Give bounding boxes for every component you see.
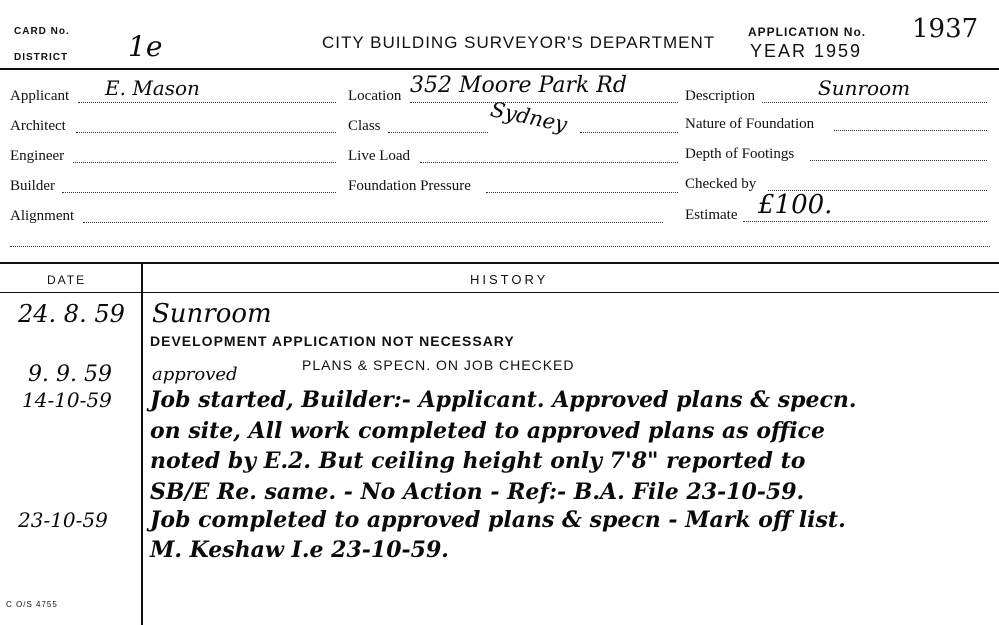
engineer-dots bbox=[73, 162, 336, 163]
location-value-suburb: Sydney bbox=[488, 97, 570, 137]
engineer-label: Engineer bbox=[10, 148, 65, 164]
class-dots bbox=[388, 132, 488, 133]
history-stamp: DEVELOPMENT APPLICATION NOT NECESSARY bbox=[150, 333, 515, 349]
architect-dots bbox=[76, 132, 336, 133]
foundation-pressure-label: Foundation Pressure bbox=[348, 178, 471, 194]
applicant-value: E. Mason bbox=[105, 76, 200, 100]
applicant-dots bbox=[78, 102, 336, 103]
depth-dots bbox=[810, 160, 987, 161]
estimate-dots bbox=[743, 221, 987, 222]
history-entry: Job completed to approved plans & specn - Mark off list. bbox=[150, 507, 846, 533]
nature-of-foundation-label: Nature of Foundation bbox=[685, 116, 815, 132]
live-load-dots bbox=[420, 162, 678, 163]
checked-by-label: Checked by bbox=[685, 176, 757, 192]
card-no-label: CARD No. bbox=[14, 26, 70, 37]
history-date: 9. 9. 59 bbox=[28, 362, 112, 387]
district-label: DISTRICT bbox=[14, 52, 69, 63]
history-stamp: PLANS & SPECN. ON JOB CHECKED bbox=[302, 357, 575, 373]
depth-of-footings-label: Depth of Footings bbox=[685, 146, 795, 162]
builder-dots bbox=[62, 192, 336, 193]
history-date: 24. 8. 59 bbox=[18, 300, 125, 328]
district-value: 1e bbox=[128, 30, 163, 63]
location-value: 352 Moore Park Rd bbox=[410, 73, 627, 98]
architect-label: Architect bbox=[10, 118, 66, 134]
history-entry: approved bbox=[152, 364, 238, 385]
estimate-label: Estimate bbox=[685, 207, 738, 223]
location-dots bbox=[410, 102, 678, 103]
history-date: 14-10-59 bbox=[22, 388, 112, 412]
history-entry: Job started, Builder:- Applicant. Approved plans & specn. bbox=[150, 387, 857, 413]
foundation-pressure-dots bbox=[486, 192, 678, 193]
builder-label: Builder bbox=[10, 178, 55, 194]
description-value: Sunroom bbox=[818, 76, 911, 100]
class-dots-2 bbox=[580, 132, 678, 133]
live-load-label: Live Load bbox=[348, 148, 411, 164]
history-column-divider bbox=[141, 262, 143, 625]
history-entry: M. Keshaw I.e 23-10-59. bbox=[150, 537, 449, 563]
application-no-value: 1937 bbox=[912, 14, 979, 44]
class-label: Class bbox=[348, 118, 381, 134]
history-header-rule bbox=[0, 292, 999, 293]
blank-dots bbox=[10, 246, 990, 247]
description-dots bbox=[762, 102, 987, 103]
history-entry: Sunroom bbox=[152, 299, 272, 329]
application-no-label: APPLICATION No. bbox=[748, 25, 867, 39]
history-entry: on site, All work completed to approved plans as office bbox=[150, 418, 825, 444]
estimate-value: £100. bbox=[758, 190, 833, 220]
nature-dots bbox=[834, 130, 987, 131]
alignment-dots bbox=[83, 222, 663, 223]
history-header: HISTORY bbox=[470, 272, 549, 287]
history-entry: noted by E.2. But ceiling height only 7'8" reported to bbox=[150, 448, 806, 474]
date-header: DATE bbox=[47, 273, 87, 287]
location-label: Location bbox=[348, 88, 402, 104]
form-code: C O/S 4755 bbox=[6, 600, 58, 609]
history-entry: SB/E Re. same. - No Action - Ref:- B.A. File 23-10-59. bbox=[150, 479, 805, 505]
header-rule bbox=[0, 68, 999, 70]
year-label: YEAR 1959 bbox=[750, 41, 863, 61]
description-label: Description bbox=[685, 88, 755, 104]
alignment-label: Alignment bbox=[10, 208, 75, 224]
history-date: 23-10-59 bbox=[18, 508, 108, 532]
history-top-rule bbox=[0, 262, 999, 264]
department-title: CITY BUILDING SURVEYOR'S DEPARTMENT bbox=[322, 33, 716, 52]
applicant-label: Applicant bbox=[10, 88, 70, 104]
